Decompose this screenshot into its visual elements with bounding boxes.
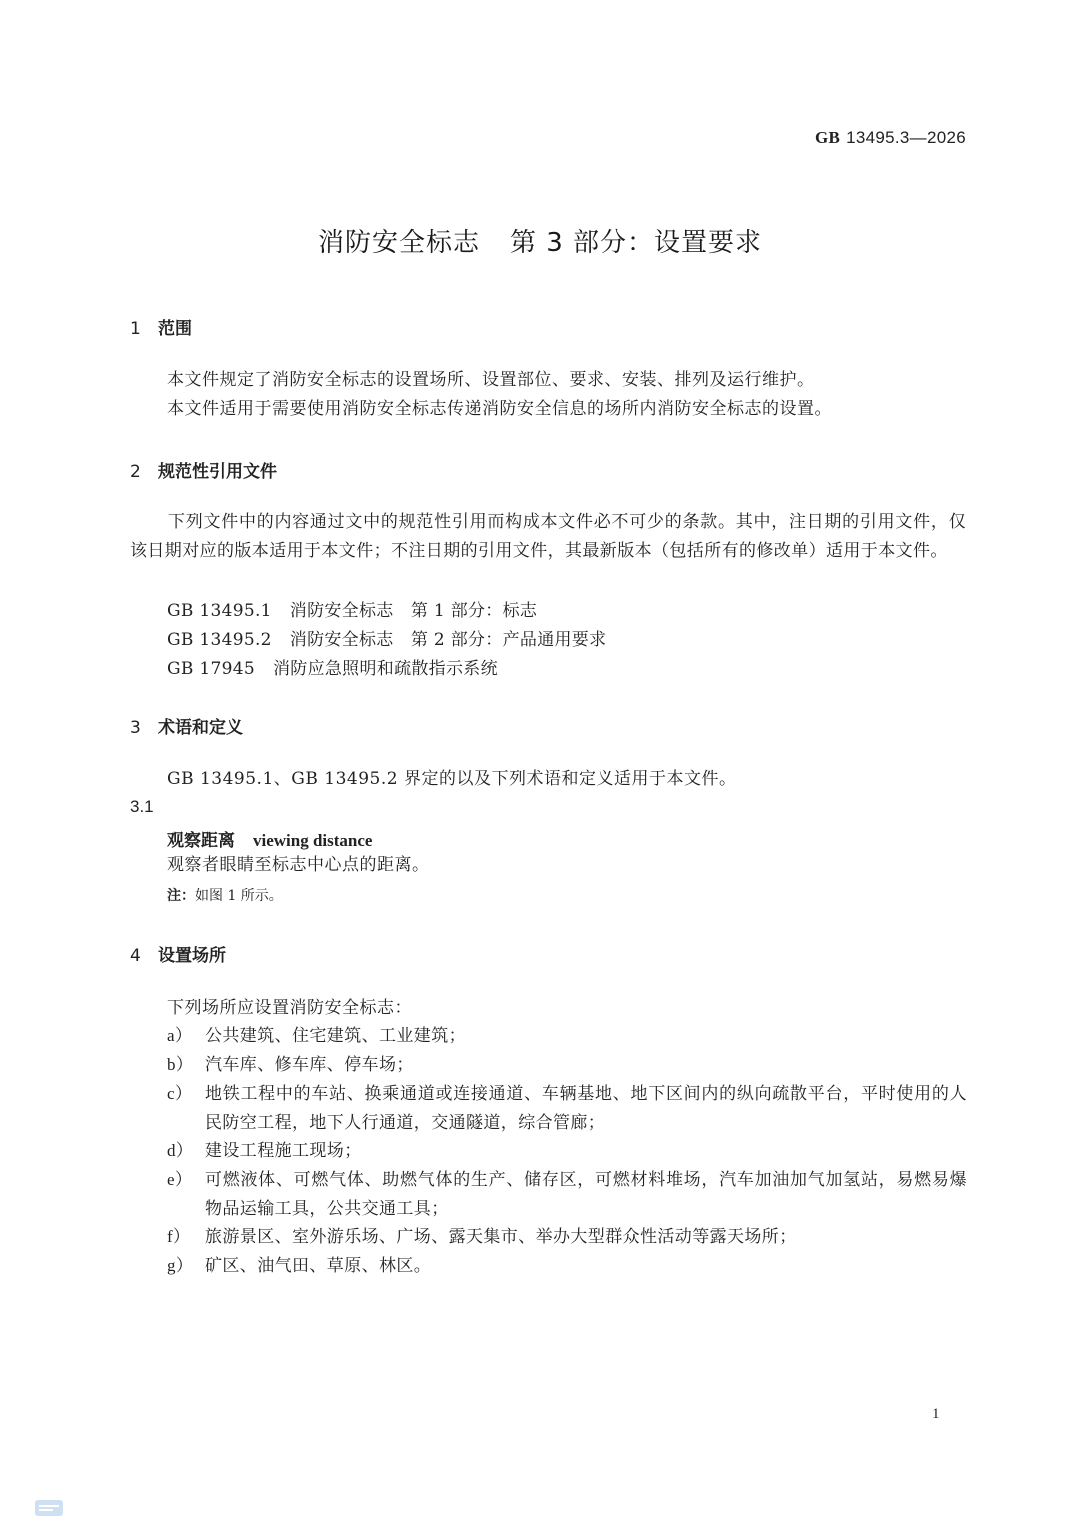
note-label: 注：: [167, 888, 195, 904]
term-entry: [167, 826, 372, 851]
standard-prefix: GB: [814, 128, 841, 147]
section-title: 术语和定义: [158, 718, 243, 738]
section-heading-1: [130, 314, 192, 339]
page-number: 1: [932, 1406, 940, 1422]
reference-name: 消防应急照明和疏散指示系统: [272, 659, 498, 679]
title-part2: 第 3 部分：设置要求: [509, 228, 763, 258]
section-number: 2: [130, 462, 141, 482]
subsection-number: 3.1: [130, 797, 154, 816]
reference-code: GB 13495.1: [167, 601, 272, 621]
reference-item: [167, 654, 498, 679]
section-heading-2: [130, 457, 277, 482]
list-text: 可燃液体、可燃气体、助燃气体的生产、储存区，可燃材料堆场，汽车加油加气加氢站，易燃易爆物品运输工具，公共交通工具；: [205, 1170, 967, 1219]
list-text: 建设工程施工现场；: [205, 1141, 362, 1161]
list-marker: g）: [167, 1256, 194, 1275]
section-number: 3: [130, 718, 141, 738]
list-marker: b）: [167, 1055, 194, 1074]
reference-code: GB 17945: [167, 659, 255, 679]
list-text: 公共建筑、住宅建筑、工业建筑；: [205, 1026, 466, 1046]
term-english: viewing distance: [253, 831, 373, 850]
paragraph: GB 13495.1、GB 13495.2 界定的以及下列术语和定义适用于本文件。: [167, 769, 737, 789]
list-marker: d）: [167, 1141, 194, 1160]
reference-name: 消防安全标志 第 1 部分：标志: [289, 601, 538, 621]
section-title: 规范性引用文件: [158, 462, 277, 482]
section-title: 范围: [158, 319, 192, 339]
reference-item: [167, 625, 606, 650]
list-item: [167, 1022, 967, 1051]
paragraph: 本文件适用于需要使用消防安全标志传递消防安全信息的场所内消防安全标志的设置。: [167, 399, 832, 419]
list-item: [167, 1166, 967, 1223]
standard-number: 13495.3—2026: [846, 128, 966, 147]
note-text: 如图 1 所示。: [195, 888, 283, 904]
paragraph: 本文件规定了消防安全标志的设置场所、设置部位、要求、安装、排列及运行维护。: [167, 370, 815, 390]
list-marker: a）: [167, 1026, 193, 1045]
list-item: [167, 1137, 967, 1166]
section-heading-3: [130, 713, 243, 738]
list-item: [167, 1223, 967, 1252]
list-text: 旅游景区、室外游乐场、广场、露天集市、举办大型群众性活动等露天场所；: [205, 1227, 797, 1247]
paragraph: 下列文件中的内容通过文中的规范性引用而构成本文件必不可少的条款。其中，注日期的引用文件，仅该日期对应的版本适用于本文件；不注日期的引用文件，其最新版本（包括所有的修改单）适用于本文件。: [130, 512, 966, 561]
reference-name: 消防安全标志 第 2 部分：产品通用要求: [289, 630, 607, 650]
list-text: 矿区、油气田、草原、林区。: [205, 1256, 432, 1276]
list-marker: f）: [167, 1227, 191, 1246]
paragraph: 下列场所应设置消防安全标志：: [167, 998, 412, 1018]
section-heading-4: [130, 941, 226, 966]
document-title: [0, 222, 1080, 259]
list-item: [167, 1252, 967, 1281]
section-title: 设置场所: [158, 946, 226, 966]
list-item: [167, 1051, 967, 1080]
term-chinese: 观察距离: [167, 831, 235, 851]
term-note: [167, 885, 283, 905]
reference-item: [167, 596, 537, 621]
section-number: 4: [130, 946, 141, 966]
list-marker: c）: [167, 1084, 193, 1103]
list-marker: e）: [167, 1170, 193, 1189]
list-item: [167, 1080, 967, 1137]
term-definition: 观察者眼睛至标志中心点的距离。: [167, 855, 430, 875]
list-text: 地铁工程中的车站、换乘通道或连接通道、车辆基地、地下区间内的纵向疏散平台，平时使用的人民防空工程，地下人行通道，交通隧道，综合管廊；: [205, 1084, 967, 1133]
standard-code: [815, 128, 966, 148]
reference-code: GB 13495.2: [167, 630, 272, 650]
section-number: 1: [130, 319, 141, 339]
title-part1: 消防安全标志: [317, 228, 480, 258]
list-text: 汽车库、修车库、停车场；: [205, 1055, 414, 1075]
watermark-logo-icon: [34, 1497, 64, 1519]
